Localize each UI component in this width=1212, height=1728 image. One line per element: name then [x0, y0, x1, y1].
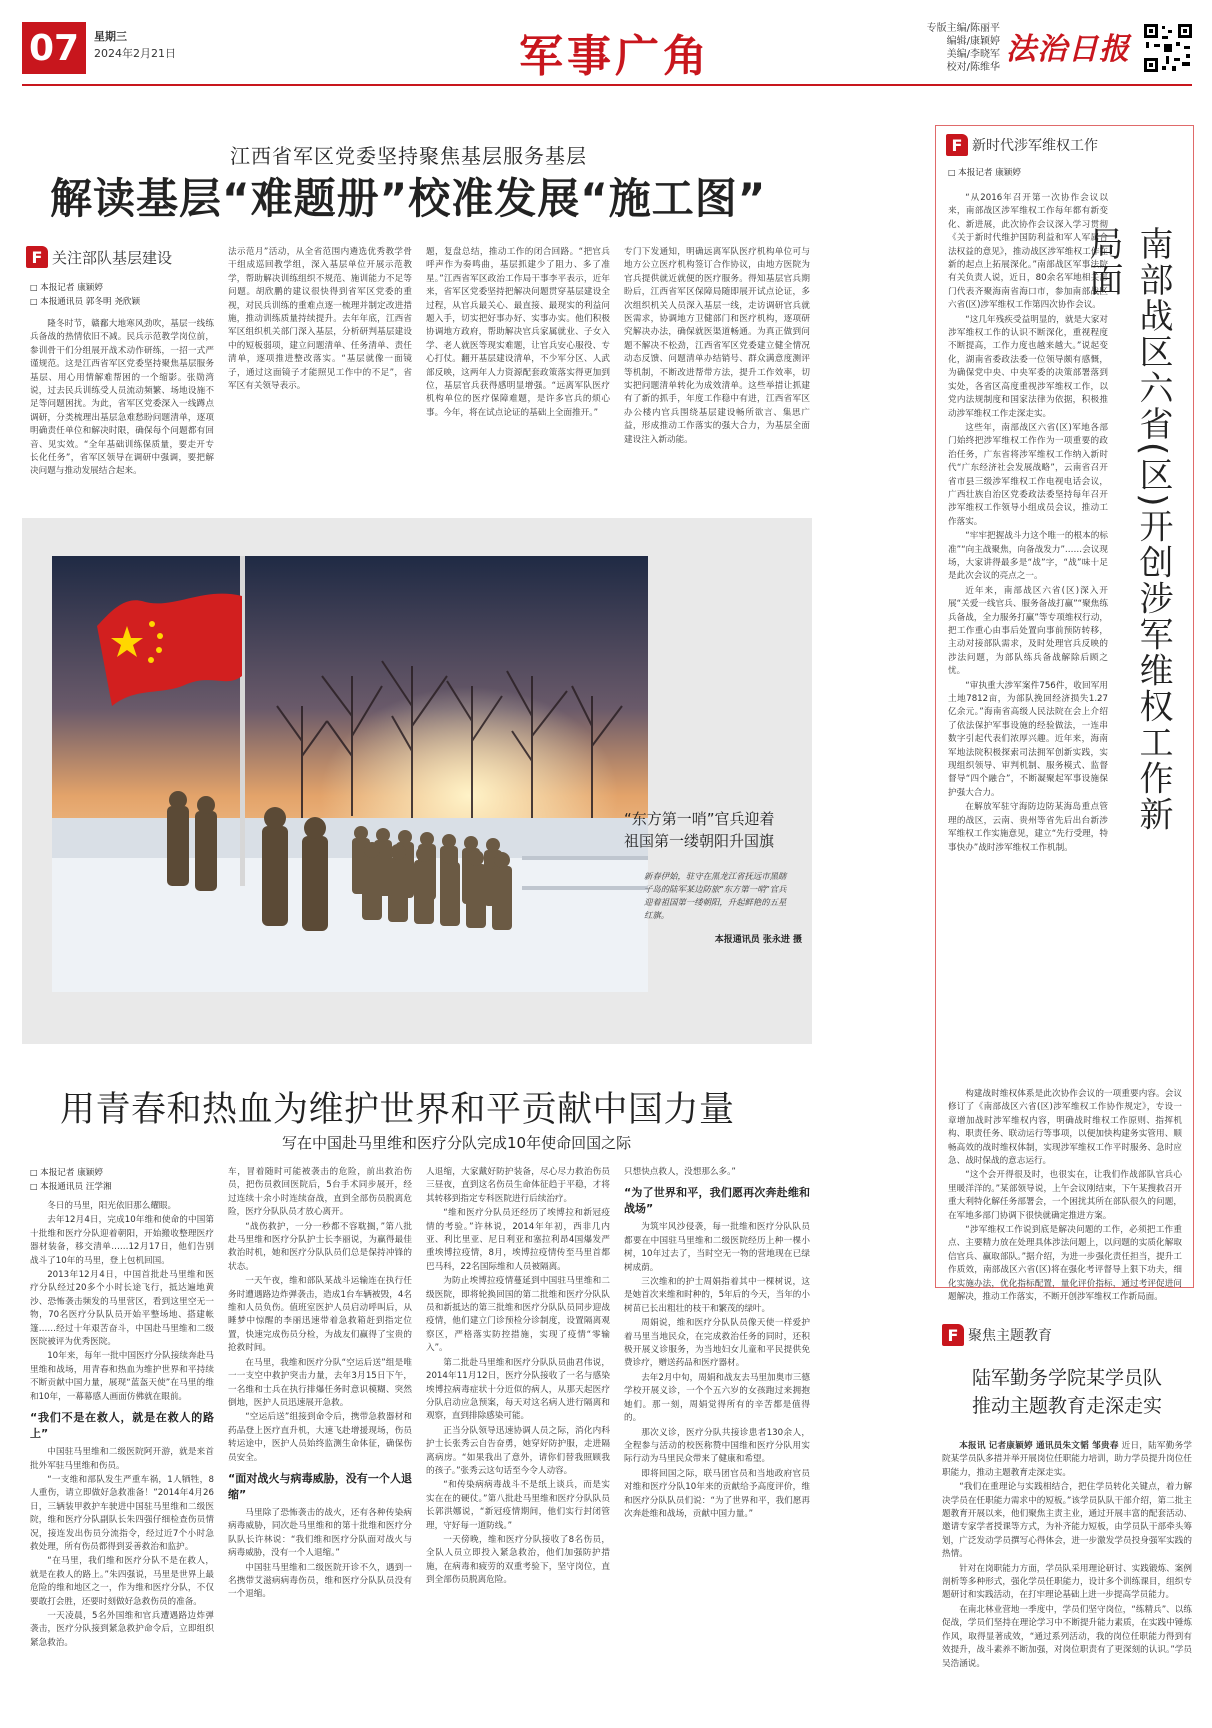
caption-title-line: “东方第一哨”官兵迎着	[624, 810, 775, 828]
second-column-3	[426, 1166, 610, 1710]
lead-byline	[30, 281, 140, 309]
paragraph: 针对在岗职能力方面，学员队采用理论研讨、实践锻炼、案例剖析等多种形式，强化学员任职能力，设计多个训练课目，组织专题研讨和实践活动，在打牢理论基础上进一步提高学员能力。	[942, 1563, 1192, 1601]
sidebar-section-tag	[946, 134, 1098, 156]
paragraph: “在马里，我们维和医疗分队不是在救人，就是在救人的路上。”朱四强说，马里是世界上最危险的维和地区之一，作为维和医疗分队，不仅要敢打会胜，还要时刻做好急救伤员的准备。	[30, 1556, 214, 1607]
byline-line: □ 本报记者 康颖婷	[30, 281, 140, 295]
paragraph: 冬日的马里，阳光依旧那么耀眼。	[47, 1201, 177, 1211]
paragraph: 在解放军驻守海防边防某海岛重点管理的战区，云南、贵州等省先后出台新涉军维权工作实施意见，建立“先行受理，特事快办”战时涉军维权工作机制。	[948, 802, 1108, 853]
paragraph: 去年2月中旬，周娟和战友去马里加奥市三德学校开展义诊，一个个五六岁的女孩跑过来拥抱她们。那一刻，周娟觉得所有的辛苦都是值得的。	[624, 1372, 810, 1424]
paragraph: 正当分队领导迅速协调人员之际，消化内科护士长张秀云自告奋勇，她穿好防护服，走进隔离病房。“如果我出了意外，请你们替我照顾我的孩子。”张秀云这句话至今令人动容。	[426, 1425, 610, 1476]
byline-prefix: 本报讯	[959, 1441, 986, 1451]
section-subhead: “面对战火与病毒威胁，没有一个人退缩”	[228, 1471, 412, 1501]
paragraph: 只想快点救人，没想那么多。”	[624, 1167, 736, 1177]
paragraph: 马里除了恐怖袭击的战火，还有各种传染病病毒威胁，同次赴马里维和的第十批维和医疗分队队长许林说：“我们维和医疗分队面对战火与病毒威胁，没有一个人退缩。”	[228, 1507, 412, 1559]
lead-column-1	[30, 318, 214, 508]
paragraph: 这些年，南部战区六省(区)军地各部门始终把涉军维权工作作为一项重要的政治任务，广东省将涉军维权工作纳入新时代“广东经济社会发展战略”，云南省召开省市县三级涉军维权工作电视电话会议，广西壮族自治区党委政法委坚持每年召开涉军维权工作领导小组成员会议，推动工作落实。	[948, 422, 1108, 527]
sidebar-box	[935, 125, 1194, 1303]
paragraph: 去年12月4日，完成10年维和使命的中国第十批维和医疗分队迎着朝阳，开始搬收整理医疗器材装备，移交清单……12月17日，他们告别战斗了10年的马里，登上包机回国。	[30, 1215, 214, 1266]
second-headline: 用青春和热血为维护世界和平贡献中国力量	[60, 1090, 735, 1130]
editor-line: 专版主编/陈丽平	[926, 23, 1000, 34]
paragraph: 三次维和的护士周娟指着其中一棵树说，这是她首次来维和时种的，5年后的今天，当年的小树苗已长出粗壮的枝干和繁茂的绿叶。	[624, 1277, 810, 1314]
paragraph: 10年来，每年一批中国医疗分队接续奔赴马里维和战场，用青春和热血为维护世界和平持续不断贡献中国力量，展现“蓝盔天使”在马里的维和10年，一幕幕感人画面仿佛就在眼前。	[30, 1351, 214, 1402]
editors-credits	[916, 22, 1000, 74]
qr-code-icon	[1142, 22, 1194, 74]
second-subheadline: 写在中国赴马里维和医疗分队完成10年使命回国之际	[282, 1134, 632, 1152]
paragraph: “维和医疗分队员还经历了埃博拉和新冠疫情的考验。”许林说，2014年年初，西非几内亚、利比里亚、尼日利亚和塞拉利昂4国爆发严重埃博拉疫情，8月，埃博拉疫情传至马里首都巴马科，22名国际维和人员被隔离。	[426, 1208, 610, 1272]
sidebar-wide-column	[948, 1088, 1182, 1303]
section-logo-icon: F	[26, 246, 48, 268]
paragraph: 一天午夜，维和部队某战斗运输连在执行任务时遭遇路边炸弹袭击，造成1台车辆被毁，4名维和人员负伤。值班室医护人员启动呼叫后，从睡梦中惊醒的李丽迅速带着急救箱赶到指定位置，快速完成伤员分检，为战友们赢得了宝贵的抢救时间。	[228, 1276, 412, 1354]
paragraph: 题，复盘总结，推动工作的闭合回路。“把官兵呼声作为奏鸣曲，基层抓建少了阻力、多了准星。”江西省军区政治工作局干事李平表示，近年来，省军区党委坚持把解决问题贯穿基层建设全过程，从官兵最关心、最直接、最现实的利益问题入手，切实把好事办好、实事办实。他们积极协调地方政府，帮助解决官兵家属就业、子女入学、老人就医等现实难题，让官兵安心服役、专心打仗。翻开基层建设清单，不少军分区、人武部反映，这两年人力资源配套政策落实得更加到位，基层官兵获得感明显增强。“远离军队医疗机构单位的医疗保障难题，是许多官兵的烦心事。今年，将在试点论证的基础上全面推开。”	[426, 247, 610, 418]
byline-line: □ 本报记者 康颖婷	[948, 166, 1021, 180]
caption-title-line: 祖国第一缕朝阳升国旗	[624, 832, 775, 850]
paragraph: “从2016年召开第一次协作会议以来，南部战区涉军维权工作每年都有新变化、新进展，此次协作会议深入学习贯彻《关于新时代维护国防利益和军人军属合法权益的意见》，推动战区涉军维权工作在新的起点上拓展深化。”南部战区军事法院有关负责人说，近日，80余名军地相关部门代表齐聚海南省海口市，参加南部战区六省(区)涉军维权工作第四次协作会议。	[948, 193, 1108, 311]
paragraph: 即将回国之际，联马团官员和当地政府官员对维和医疗分队10年来的贡献给予高度评价，维和医疗分队队员们说：“为了世界和平，我们愿再次奔赴维和战场，贡献中国力量。”	[624, 1468, 810, 1519]
headline-line: 推动主题教育走深走实	[971, 1395, 1162, 1417]
masthead-rule	[22, 84, 1192, 86]
paragraph: 在马里，我维和医疗分队“空运后送”组是唯一一支空中救护突击力量，去年3月15日下午，一名维和士兵在执行排爆任务时意识模糊、突然倒地，医护人员迅速展开急救。	[228, 1357, 412, 1408]
paragraph: 那次义诊，医疗分队共接诊患者130余人，全程参与活动的校医称赞中国维和医疗分队用实际行动为马里民众带来了健康和希望。	[624, 1427, 810, 1465]
qr-code	[1142, 22, 1194, 74]
sidebar-vertical-headline: 南部战区六省(区)开创涉军维权工作新局面	[1083, 226, 1173, 833]
paragraph: “一支维和部队发生严重车祸，1人牺牲，8人重伤，请立即做好急救准备！”2014年4月26日，三辆装甲救护车驶进中国驻马里维和二级医院，维和医疗分队副队长朱四强仔细检查伤员情况，接连发出伤员分流指令，经过近7个小时急救处理，所有伤员都得到妥善救治和监护。	[30, 1474, 214, 1552]
headline-line: 陆军勤务学院某学员队	[971, 1367, 1162, 1389]
paragraph: 法示范月”活动，从全省范围内遴选优秀教学骨干组成巡回教学组，深入基层单位开展示范教学，帮助解决训练组织不规范、施训能力不足等问题。胡欣鹏的建议很快得到省军区党委的重视，对民兵训练的重难点逐一梳理并制定改进措施，推动训练质量持续提升。去年年底，江西省军区组织机关部门深入基层，分析研判基层建设中的短板弱项，建立问题清单、任务清单、责任清单，逐项推进整改落实。“基层就像一面镜子，通过这面镜子才能照见工作中的不足”，省军区有关领导表示。	[228, 247, 412, 392]
paragraph: 为筑牢风沙侵袭，每一批维和医疗分队队员都要在中国驻马里维和二级医院经历上种一棵小树，10年过去了，当时空无一物的营地现在已绿树成荫。	[624, 1222, 810, 1273]
section-tag-label: 关注部队基层建设	[52, 248, 173, 267]
third-headline	[942, 1364, 1192, 1420]
section-title: 军事广角	[519, 31, 711, 82]
photo-caption-title	[624, 808, 804, 852]
paragraph: 一天凌晨，5名外国维和官兵遭遇路边炸弹袭击，医疗分队接到紧急救护命令后，立即组织紧急救治。	[30, 1610, 214, 1648]
section-tag-label: 新时代涉军维权工作	[972, 138, 1098, 154]
byline-rest: 记者康颖婷 通讯员朱文韬 邹贵春	[988, 1441, 1119, 1451]
paragraph: “牢牢把握战斗力这个唯一的根本的标准”“向主战聚焦，向备战发力”……会议现场，大家讲得最多是“战”字，“战”味十足是此次会议的亮点之一。	[948, 531, 1108, 582]
second-column-2	[228, 1166, 412, 1710]
sidebar-byline	[948, 166, 1021, 180]
section-tag-label: 聚焦主题教育	[968, 1328, 1052, 1344]
paragraph: “审执重大涉军案件756件，收回军用土地7812亩，为部队挽回经济损失1.27亿余元。”海南省高级人民法院在会上介绍了依法保护军事设施的经验做法，一连串数字引起代表们浓厚兴趣。近年来，海南军地法院积极探索司法拥军创新实践，实现组织领导、审判机制、服务模式、监督督导“四个融合”，不断凝聚起军事设施保护强大合力。	[948, 680, 1108, 798]
paragraph-text: 近日，陆军勤务学院某学员队多措并举开展岗位任职能力培训，助力学员提升岗位任职能力，推动主题教育走深走实。	[942, 1441, 1192, 1478]
lead-column-3	[426, 246, 610, 508]
paragraph: 近年来，南部战区六省(区)深入开展“关爱一线官兵、服务备战打赢”“聚焦练兵备战，全力服务打赢”等专项维权行动，把工作重心由事后处置向事前预防转移，主动对接部队需求，及时处理官兵反映的涉法问题，为部队练兵备战解除后顾之忧。	[948, 585, 1108, 677]
paragraph: “涉军维权工作说到底是解决问题的工作，必须把工作重点、主要精力放在处理具体涉法问题上，以问题的实质化解取信官兵、赢取部队。”据介绍，为进一步强化责任担当，提升工作质效，南部战区六省(区)将在强化考评督导上狠下功夫，细化实施办法，优化指标配置，量化评价指标，通过考评促进问题解决，推动工作落实，不断开创涉军维权工作新局面。	[948, 1225, 1182, 1303]
section-subhead: “为了世界和平，我们愿再次奔赴维和战场”	[624, 1186, 810, 1216]
second-byline	[30, 1166, 112, 1194]
section-logo-icon: F	[946, 134, 968, 156]
lead-kicker: 江西省军区党委坚持聚焦基层服务基层	[230, 144, 587, 168]
byline-line: □ 本报通讯员 郭冬明 尧欣颖	[30, 295, 140, 309]
paragraph: “我们在重理论与实践相结合，把住学员转化关键点，着力解决学员在任职能力需求中的短板。”该学员队队干部介绍，第二批主题教育开展以来，他们聚焦主责主业，通过开展丰富的配套活动、邀请专家学者授课等方式，为补齐能力短板，由学员队干部牵头筹划，广泛发动学员撰写心得体会，进一步激发学员投身强军实践的热情。	[942, 1482, 1192, 1560]
issue-date-block	[94, 28, 176, 62]
editor-line: 校对/陈维华	[946, 62, 1000, 73]
photo-caption-body: 新春伊始，驻守在黑龙江省抚远市黑瞎子岛的陆军某边防旅“东方第一哨”官兵迎着祖国第一缕朝阳，升起鲜艳的五星红旗。	[644, 871, 787, 920]
sidebar-narrow-column	[948, 192, 1108, 1082]
paragraph: “空运后送”组接到命令后，携带急救器材和药品登上医疗直升机，大速飞赴增援现场，伤员转运途中，医护人员始终监测生命体征，确保伤员安全。	[228, 1412, 412, 1463]
third-body	[942, 1440, 1192, 1710]
paragraph: 在南北林业营地一季度中，学员们坚守岗位，“练精兵”、以练促战，学员们坚持在理论学习中不断提升能力素质，在实践中锤炼作风，取得显著成效，“通过系列活动，我的岗位任职能力得到有效提升，战斗素养不断加强，对岗位职责有了更深刻的认识。”学员吴浩涵说。	[942, 1604, 1192, 1669]
weekday: 星期三	[94, 30, 127, 43]
photo-feature-frame	[22, 518, 812, 1044]
issue-date: 2024年2月21日	[94, 47, 176, 60]
byline-line: □ 本报通讯员 汪学湘	[30, 1180, 112, 1194]
lead-headline: 解读基层“难题册”校准发展“施工图”	[50, 174, 767, 223]
photo-credit: 本报通讯员 张永进 摄	[714, 935, 802, 945]
paragraph: 周娟说，维和医疗分队队员像天使一样爱护着马里当地民众，在完成救治任务的同时，还积极开展义诊服务，为当地妇女儿童和平民提供免费诊疗，赠送药品和医疗器材。	[624, 1318, 810, 1369]
page-number: 07	[28, 27, 80, 69]
editor-line: 编辑/康颖婷	[946, 36, 1000, 47]
lead-column-2	[228, 246, 412, 508]
lead-column-4	[624, 246, 810, 508]
paragraph: “这个会开得很及时，也很实在，让我们作战部队官兵心里暖洋洋的。”某部领导说，上午会议刚结束，下午某搜救召开重大利特化解任务部署会，一个困扰其所在部队很久的问题，在军地多部门协调下很快就确定推进方案。	[948, 1170, 1182, 1221]
paragraph: 车，冒着随时可能被袭击的危险，前出救治伤员，把伤员救回医院后，5台手术同步展开，经过连续十余小时连续奋战，直到全部伤员脱离危险，医疗分队队员才放心离开。	[228, 1167, 412, 1218]
paragraph: 为防止埃博拉疫情蔓延到中国驻马里维和二级医院，即将轮换回国的第二批维和医疗分队队员和新抵达的第三批维和医疗分队队员同步迎战疫情，他们建立门诊预检分诊制度，设置隔离观察区，严格落实防控措施，实现了疫情“零输入”。	[426, 1276, 610, 1354]
flag-raising-photo	[52, 556, 648, 992]
paragraph: 构建战时维权体系是此次协作会议的一项重要内容。会议修订了《南部战区六省(区)涉军维权工作协作规定》，专设一章增加战时涉军维权内容，明确战时维权工作原则、指挥机构、职责任务、联动运行等事项，以便加快构建务实管用、顺畅高效的战时维权体制，实现涉军维权工作平时服务、急时应急、战时保战的意志运行。	[948, 1089, 1182, 1167]
editor-line: 美编/李晓军	[946, 49, 1000, 60]
lead-section-tag	[26, 246, 172, 268]
third-section-tag	[942, 1324, 1052, 1346]
paragraph: 人退缩，大家戴好防护装备，尽心尽力救治伤员三昼夜，直到这名伤员生命体征趋于平稳，才将其转移到指定专科医院进行后续治疗。	[426, 1167, 610, 1204]
byline-line: □ 本报记者 康颖婷	[30, 1166, 112, 1180]
paragraph: 第二批赴马里维和医疗分队队员曲君伟说，2014年11月12日，医疗分队接收了一名与感染埃博拉病毒症状十分近似的病人，从那天起医疗分队启动应急预案，每天对这名病人进行隔离和观察，直到排除感染可能。	[426, 1357, 610, 1422]
paragraph: 中国驻马里维和二级医院开诊不久，遇到一名携带艾滋病病毒伤员，维和医疗分队队员没有一个退缩。	[228, 1562, 412, 1600]
second-column-1	[30, 1200, 214, 1710]
paragraph: “战伤救护，一分一秒都不容耽搁，”第八批赴马里维和医疗分队护士长李丽说，为赢得最佳救治时机，她和医疗分队队员们总是保持冲锋的状态。	[228, 1221, 412, 1272]
paragraph: 中国驻马里维和二级医院阿开游，就是来首批外军驻马里维和伤员。	[30, 1447, 214, 1471]
newspaper-logo: 法治日报	[1006, 32, 1130, 67]
paragraph: 专门下发通知，明确远离军队医疗机构单位可与地方公立医疗机构签订合作协议，由地方医院为官兵提供就近就便的医疗服务。得知基层官兵期盼后，江西省军区保障局随即展开试点论证，多次组织机关人员深入基层一线，走访调研官兵就医需求，协调地方卫健部门和医疗机构，逐项研究解决办法，确保就医渠道畅通。为真正做到问题不解决不松劲，江西省军区党委建立健全情况动态反馈、问题清单办结销号、群众满意度测评等机制，不断改进帮带方法，提升工作效率，切实把问题清单转化为成效清单。这些举措让抓建有了新的抓手，年度工作稳中有进，江西省军区办公楼内官兵围绕基层建设畅所欲言、集思广益，形成推动工作落实的强大合力，为基层全面建设注入新动能。	[624, 247, 810, 445]
second-column-4	[624, 1166, 810, 1710]
paragraph: “这几年残疾受益明显的，就是大家对涉军维权工作的认识不断深化，重视程度不断提高，工作力度也越来越大。”说起变化，湖南省委政法委一位领导颇有感慨，为确保党中央、中央军委的决策部署落到实处，各省区高度重视涉军维权工作，以党内法规制度和国家法律为依据，积极推动涉军维权工作走深走实。	[948, 314, 1108, 419]
page-number-box	[22, 22, 86, 74]
section-logo-icon: F	[942, 1324, 964, 1346]
paragraph: 一天傍晚，维和医疗分队接收了8名伤员，全队人员立即投入紧急救治，他们加强防护措施，在病毒和疲劳的双重考验下，坚守岗位，直到全部伤员脱离危险。	[426, 1534, 610, 1586]
paragraph: “和传染病病毒战斗不是纸上谈兵，而是实实在在的硬仗。”第八批赴马里维和医疗分队队员长郭洪娜说，“新冠疫情期间，他们实行封闭管理，守好每一道防线。”	[426, 1480, 610, 1531]
paragraph	[942, 1440, 1192, 1480]
paragraph: 隆冬时节，赣鄱大地寒风劲吹，基层一线练兵备战的热情依旧不减。民兵示范教学岗位前，参训骨干们分组展开战术动作研练，一招一式严谨规范。这是江西省军区党委坚持聚焦基层服务基层、用心用情解难帮困的一个缩影。张勋湾说，过去民兵训练受人员流动频繁、场地设施不足等问题困扰。为此，省军区党委深入一线蹲点调研，分类梳理出基层急难愁盼问题清单，逐项明确责任单位和解决时限，确保每个问题都有回音、见实效。“全年基础训练保质量，要走开专长化任务”，省军区领导在调研中强调，要把解决问题与推动发展结合起来。	[30, 319, 214, 477]
section-subhead: “我们不是在救人，就是在救人的路上”	[30, 1411, 214, 1441]
paragraph: 2013年12月4日，中国首批赴马里维和医疗分队经过20多个小时长途飞行，抵达遍地黄沙、恐怖袭击频发的马里营区，看到这里空无一物，70名医疗分队队员开始平整场地、搭建帐篷……经过十年艰苦奋斗，中国赴马里维和二级医院被评为优秀医院。	[30, 1270, 214, 1348]
